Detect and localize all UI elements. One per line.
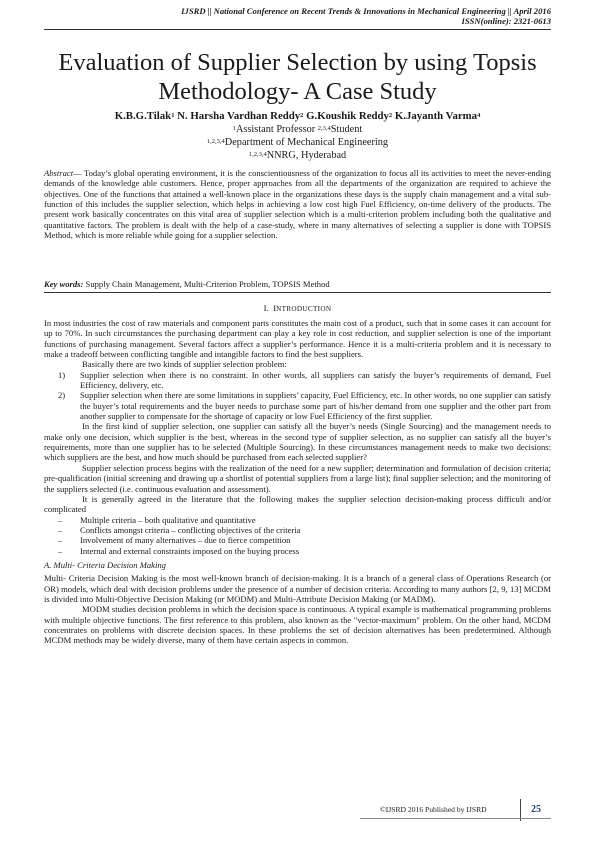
list-text: Supplier selection when there is no constraint. In other words, all suppliers can satisfy the buyer’s requirements of demand, Fuel Efficiency, delivery, etc. xyxy=(80,369,551,391)
author-sup: 1 xyxy=(171,112,175,119)
list-item xyxy=(44,525,551,535)
dash-marker: – xyxy=(58,535,63,546)
aff-inst: NNRG, Hyderabad xyxy=(266,150,347,161)
paragraph: Basically there are two kinds of supplier selection problem: xyxy=(82,359,287,370)
section-heading xyxy=(44,303,551,313)
keywords-rule xyxy=(44,292,551,293)
title-line-1: Evaluation of Supplier Selection by using Topsis xyxy=(58,49,537,76)
author-sup: 2 xyxy=(388,112,393,119)
page-number: 25 xyxy=(520,799,551,821)
affiliation-institution xyxy=(30,150,565,162)
abstract-label: Abstract xyxy=(44,168,74,178)
dash-marker: – xyxy=(58,514,63,525)
keywords xyxy=(44,279,551,289)
paragraph: In the first kind of supplier selection, one supplier can satisfy all the buyer’s needs (Single Sourcing) and the management needs to make only one decision, which supplier is the best, whereas in the second type of supplier selection, as no supplier can satisfy all the buyer’s requirements, more than one supplier has to be selected (Multiple Sourcing). In these circumstances management needs to make two decisions: which suppliers are the best, and how much should be purchased from each selected supplier? xyxy=(44,421,551,463)
list-item xyxy=(44,390,551,421)
list-text: Internal and external constraints imposed on the buying process xyxy=(80,545,300,556)
author-name: K.B.G.Tilak xyxy=(114,110,172,122)
list-marker: 2) xyxy=(58,390,66,401)
dash-marker: – xyxy=(58,524,63,535)
aff-sup: 1,2,3,4 xyxy=(206,138,225,145)
aff-role: Student xyxy=(330,124,363,135)
list-marker: 1) xyxy=(58,369,66,380)
list-item xyxy=(44,535,551,545)
list-text: Conflicts amongst criteria – conflicting objectives of the criteria xyxy=(80,524,301,535)
header-issn: ISSN(online): 2321-0613 xyxy=(461,16,551,26)
author-sup: 2 xyxy=(300,112,304,119)
section-title-initial: I xyxy=(273,303,277,313)
list-text: Supplier selection when there are some limitations in suppliers’ capacity, Fuel Efficiency, etc. In other words, no one supplier can satisfy the buyer’s total requirements and the buyer needs to purchase some part of his/her demand from one supplier and the other part from another supplier to compensate for the shortage of capacity or low Fuel Efficiency of the first supplier. xyxy=(80,390,551,422)
paragraph: In most industries the cost of raw materials and component parts constitutes the main cost of a product, such that in some cases it can account for up to 70%. In such circumstances the purchasing department can play a key role in cost reduction, and supplier selection is one of the important functions of purchasing management. Several factors affect a supplier’s performance. Hence it is a multi-criteria problem and it is necessary to make a tradeoff between conflicting tangible and intangible factors to find the best suppliers. xyxy=(44,318,551,360)
aff-role: Assistant Professor xyxy=(235,124,318,135)
paragraph: MODM studies decision problems in which the decision space is continuous. A typical example is mathematical programming problems with multiple objective functions. The first reference to this problem, also known as the "vector-maximum" problem. On the other hand, MCDM concentrates on problems with discrete decision spaces. In these problems the set of decision alternatives has been predetermined. Although MCDM methods may be widely diverse, many of them have certain aspects in common. xyxy=(44,604,551,646)
footer-rule xyxy=(360,818,551,819)
abstract xyxy=(44,168,551,240)
paragraph: It is generally agreed in the literature that the following makes the supplier selection decision-making process difficult and/or complicated xyxy=(44,493,551,515)
list-text: Involvement of many alternatives – due to fierce competition xyxy=(80,535,291,546)
aff-sup: 2,3,4 xyxy=(317,125,331,132)
list-item xyxy=(44,515,551,525)
header-journal: IJSRD || National Conference on Recent Trends & Innovations in Mechanical Engineering || April 2016 xyxy=(181,6,551,16)
list-item xyxy=(44,370,551,391)
running-header xyxy=(71,6,551,26)
title-line-2: Methodology- A Case Study xyxy=(158,78,437,105)
author-name: G.Koushik Reddy xyxy=(303,110,389,122)
section-number: I. xyxy=(263,303,269,313)
paragraph: Supplier selection process begins with the realization of the need for a new supplier; determination and formulation of decision criteria; pre-qualification (initial screening and drawing up a shortlist of potential suppliers from a large list); final supplier selection; and the monitoring of the suppliers selected (i.e. continuous evaluation and assessment). xyxy=(44,462,551,494)
aff-dept: Department of Mechanical Engineering xyxy=(224,137,389,148)
keywords-text: Supply Chain Management, Multi-Criterion Problem, TOPSIS Method xyxy=(83,279,330,289)
aff-sup: 1,2,3,4 xyxy=(248,151,267,158)
affiliation-roles xyxy=(30,124,565,136)
footer-copyright: ©IJSRD 2016 Published by IJSRD xyxy=(380,805,487,814)
aff-sup: 1 xyxy=(232,125,236,132)
paper-title xyxy=(40,48,555,106)
author-name: N. Harsha Vardhan Reddy xyxy=(174,110,301,122)
dash-marker: – xyxy=(58,545,63,556)
affiliation-department xyxy=(30,137,565,149)
paragraph: Multi- Criteria Decision Making is the most well-known branch of decision-making. It is a branch of a general class of Operations Research (or OR) models, which deal with decision problems under the presence of a number of decision criteria. According to many authors [2, 9, 13] MCDM is divided into Multi-Objective Decision Making (or MODM) and Multi-Attribute Decision Making (or MADM). xyxy=(44,573,551,604)
header-rule xyxy=(44,29,551,30)
author-name: K.Jayanth Varma xyxy=(392,110,478,122)
body-text xyxy=(44,318,551,646)
list-item xyxy=(44,546,551,556)
subsection-heading: A. Multi- Criteria Decision Making xyxy=(44,559,166,570)
section-title-rest: NTRODUCTION xyxy=(276,305,332,313)
list-text: Multiple criteria – both qualitative and quantitative xyxy=(80,514,256,525)
author-sup: 4 xyxy=(477,112,481,119)
abstract-text: — Today’s global operating environment, it is the conscientiousness of the organization to focus all its activities to meet the never-ending demands of the knowledge able customers. Hence, proper approaches from all the departments of the organization are required to achieve the objectives. One of the functions that attained a well-known place in the organizations these days is the supply chain management and a vital sub-function of this includes the supplier selection, which helps in achieving a low cost high Fuel Efficiency, on-time delivery of the products. The present work basically concentrates on this vital area of supplier selection which is a multi-criterion problem including both the qualitative and quantitative factors. The problem is dealt with the help of a case-study, where in many alternatives of selecting a supplier is done with TOPSIS Method, which is more reliable while going for a supplier selection. xyxy=(44,168,551,241)
author-list xyxy=(30,110,565,123)
keywords-label: Key words: xyxy=(44,279,84,289)
